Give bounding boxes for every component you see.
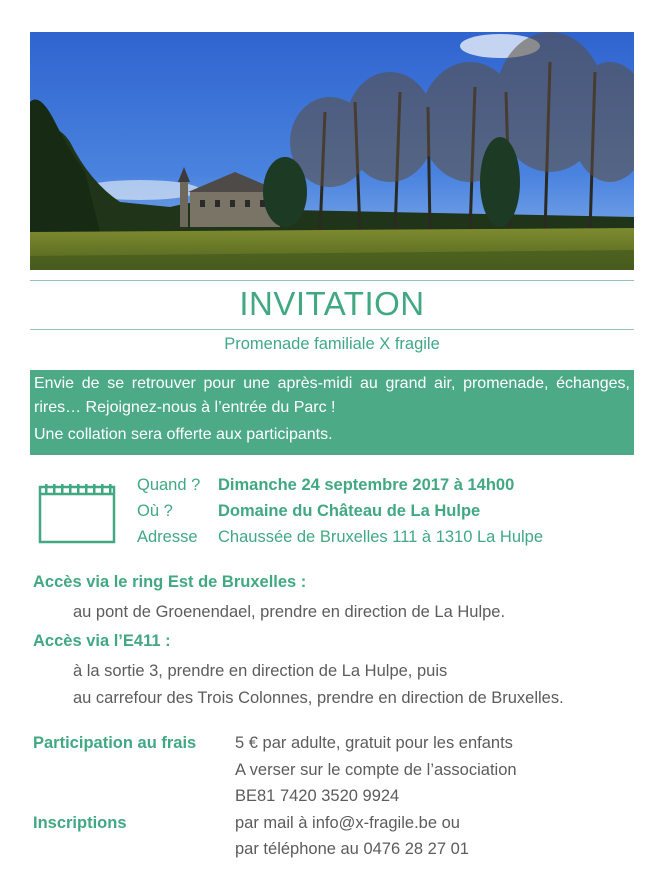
inscriptions-label: Inscriptions [33,814,127,832]
access-e411-heading: Accès via l’E411 : [33,632,171,650]
inscriptions-email: par mail à info@x-fragile.be ou [235,814,460,832]
participation-transfer: A verser sur le compte de l’association [235,761,517,779]
access-ring-text: au pont de Groenendael, prendre en direction de La Hulpe. [73,603,506,621]
title-top-rule [30,280,634,281]
participation-iban: BE81 7420 3520 9924 [235,787,400,805]
where-value: Domaine du Château de La Hulpe [218,502,481,520]
participation-price: 5 € par adulte, gratuit pour les enfants [235,734,513,752]
page-subtitle: Promenade familiale X fragile [224,335,440,353]
address-label: Adresse [137,528,198,546]
access-ring-heading: Accès via le ring Est de Bruxelles : [33,573,307,591]
when-value: Dimanche 24 septembre 2017 à 14h00 [218,476,515,494]
inscriptions-phone: par téléphone au 0476 28 27 01 [235,840,469,858]
title-bottom-rule [30,329,634,330]
when-label: Quand ? [137,476,201,494]
participation-label: Participation au frais [33,734,197,752]
access-e411-text-1: à la sortie 3, prendre en direction de La Hulpe, puis [73,662,448,680]
where-label: Où ? [137,502,173,520]
banner-text-2: Une collation sera offerte aux participants. [34,426,333,443]
banner-text-1: Envie de se retrouver pour une après-midi au grand air, promenade, échanges, rires… Rejoignez-nous à l’entrée du Parc ! [34,375,630,416]
access-e411-text-2: au carrefour des Trois Colonnes, prendre en direction de Bruxelles. [73,689,564,707]
hero-photo-chateau-park [30,32,634,270]
page-title: INVITATION [239,285,425,322]
calendar-icon [38,484,116,549]
address-value: Chaussée de Bruxelles 111 à 1310 La Hulpe [218,528,544,546]
intro-banner [30,370,634,455]
